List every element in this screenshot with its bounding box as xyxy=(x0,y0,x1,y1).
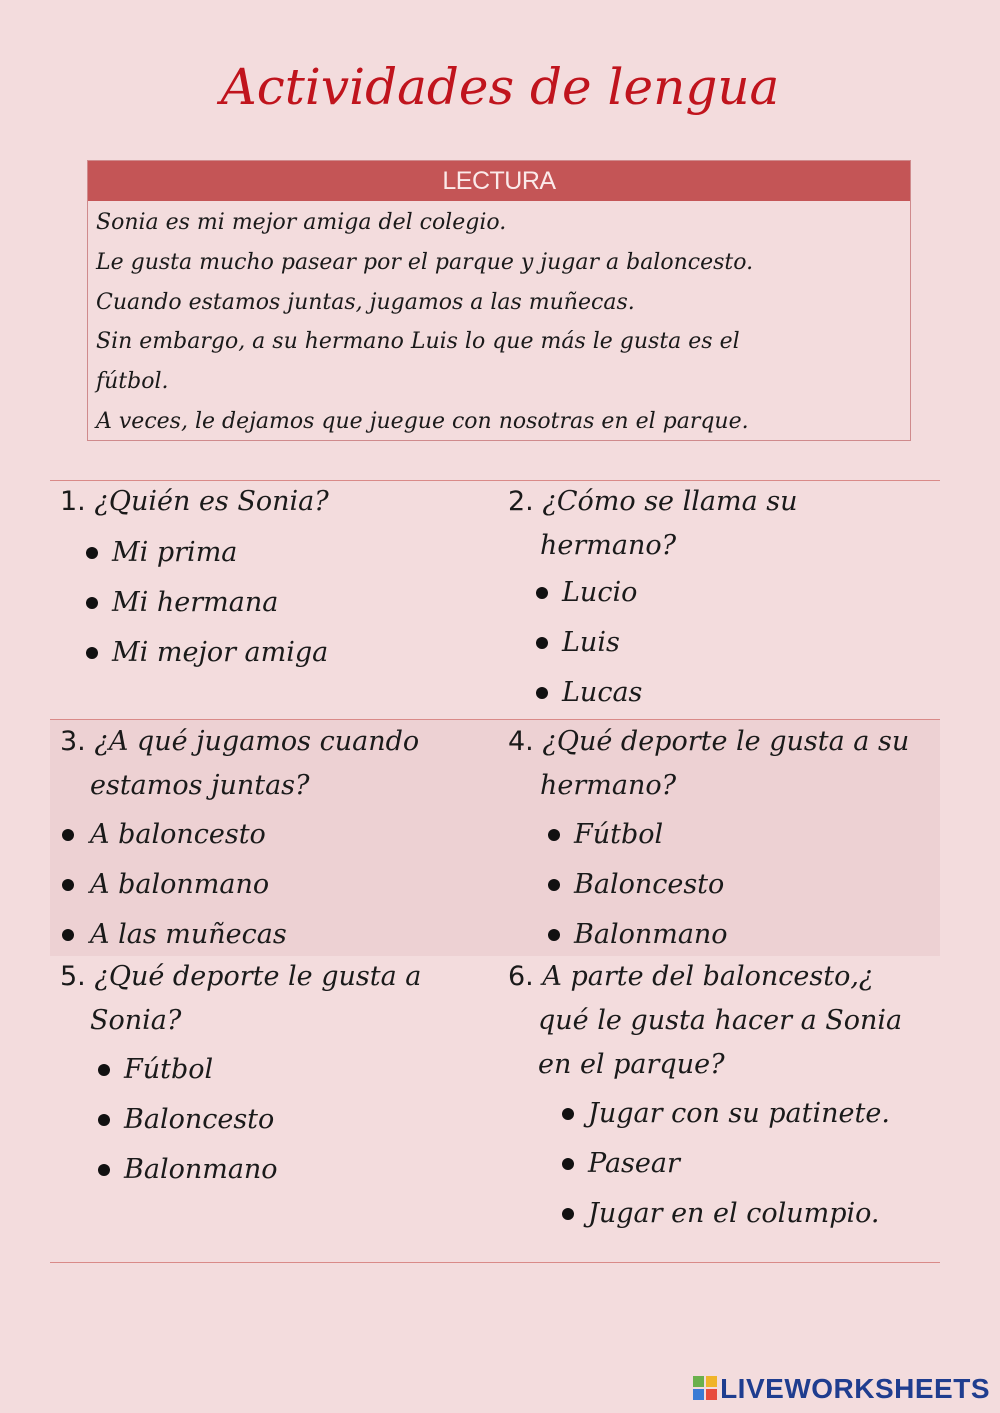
bullet-icon xyxy=(98,1164,110,1176)
question-number: 6. xyxy=(508,961,534,992)
question-line: estamos juntas? xyxy=(90,770,310,801)
question-text xyxy=(60,480,490,524)
reading-heading: LECTURA xyxy=(88,161,910,201)
option-jugar-columpio[interactable] xyxy=(588,1189,938,1239)
option-pasear[interactable] xyxy=(588,1139,938,1189)
question-text xyxy=(508,720,938,764)
option-baloncesto[interactable] xyxy=(574,860,938,910)
reading-line: Sin embargo, a su hermano Luis lo que más le gusta es el xyxy=(96,329,740,355)
option-label: A las muñecas xyxy=(90,919,287,950)
question-number: 3. xyxy=(60,726,86,757)
question-number: 2. xyxy=(508,486,534,517)
bullet-icon xyxy=(562,1108,574,1120)
option-mi-mejor-amiga[interactable] xyxy=(112,628,490,678)
option-mi-hermana[interactable] xyxy=(112,578,490,628)
reading-line: Le gusta mucho pasear por el parque y jugar a baloncesto. xyxy=(96,249,754,275)
question-line: ¿Qué deporte le gusta a su xyxy=(542,726,910,757)
question-text xyxy=(60,955,500,999)
option-label: Mi hermana xyxy=(112,587,279,618)
reading-box xyxy=(87,160,911,441)
option-list xyxy=(124,1045,500,1195)
question-4 xyxy=(508,720,938,960)
question-text xyxy=(60,720,500,764)
question-text xyxy=(508,480,928,524)
option-label: Balonmano xyxy=(574,919,728,950)
page-title: Actividades de lengua xyxy=(220,58,780,116)
question-line: ¿Qué deporte le gusta a xyxy=(94,961,422,992)
bullet-icon xyxy=(86,647,98,659)
question-6 xyxy=(508,955,938,1239)
bullet-icon xyxy=(562,1158,574,1170)
question-5 xyxy=(60,955,500,1195)
reading-text xyxy=(88,201,910,442)
bullet-icon xyxy=(562,1208,574,1220)
option-label: Mi prima xyxy=(112,537,238,568)
option-list xyxy=(112,528,490,678)
bullet-icon xyxy=(62,929,74,941)
bullet-icon xyxy=(62,829,74,841)
question-line: hermano? xyxy=(540,770,677,801)
bullet-icon xyxy=(548,929,560,941)
option-label: Luis xyxy=(562,627,620,658)
question-number: 5. xyxy=(60,961,86,992)
option-a-balonmano[interactable] xyxy=(90,860,500,910)
question-line: ¿Cómo se llama su xyxy=(542,486,798,517)
bullet-icon xyxy=(536,687,548,699)
bullet-icon xyxy=(62,879,74,891)
question-number: 4. xyxy=(508,726,534,757)
option-luis[interactable] xyxy=(562,618,928,668)
question-line: Sonia? xyxy=(90,1005,182,1036)
option-lucio[interactable] xyxy=(562,568,928,618)
option-label: Jugar con su patinete. xyxy=(588,1098,890,1129)
option-a-baloncesto[interactable] xyxy=(90,810,500,860)
option-label: Lucio xyxy=(562,577,638,608)
option-list xyxy=(90,810,500,960)
option-balonmano[interactable] xyxy=(574,910,938,960)
option-label: A balonmano xyxy=(90,869,270,900)
bullet-icon xyxy=(536,587,548,599)
question-line: ¿Quién es Sonia? xyxy=(94,486,329,517)
question-line: en el parque? xyxy=(538,1049,725,1080)
option-baloncesto[interactable] xyxy=(124,1095,500,1145)
question-line: ¿A qué jugamos cuando xyxy=(94,726,420,757)
option-label: Balonmano xyxy=(124,1154,278,1185)
option-futbol[interactable] xyxy=(574,810,938,860)
option-balonmano[interactable] xyxy=(124,1145,500,1195)
option-label: Mi mejor amiga xyxy=(112,637,329,668)
bullet-icon xyxy=(98,1114,110,1126)
question-number: 1. xyxy=(60,486,86,517)
question-1 xyxy=(60,480,490,678)
bullet-icon xyxy=(86,547,98,559)
bullet-icon xyxy=(98,1064,110,1076)
bullet-icon xyxy=(548,879,560,891)
bullet-icon xyxy=(536,637,548,649)
liveworksheets-icon xyxy=(692,1375,718,1401)
option-list xyxy=(574,810,938,960)
liveworksheets-logo xyxy=(692,1373,990,1405)
option-a-las-munecas[interactable] xyxy=(90,910,500,960)
option-label: Lucas xyxy=(562,677,643,708)
option-label: Fútbol xyxy=(574,819,664,850)
question-line: A parte del baloncesto,¿ xyxy=(542,961,874,992)
option-futbol[interactable] xyxy=(124,1045,500,1095)
option-label: Pasear xyxy=(588,1148,680,1179)
option-lucas[interactable] xyxy=(562,668,928,718)
question-3 xyxy=(60,720,500,960)
option-label: A baloncesto xyxy=(90,819,266,850)
option-list xyxy=(588,1089,938,1239)
option-jugar-patinete[interactable] xyxy=(588,1089,938,1139)
option-mi-prima[interactable] xyxy=(112,528,490,578)
option-list xyxy=(562,568,928,718)
divider-line xyxy=(50,1262,940,1263)
question-2 xyxy=(508,480,928,718)
reading-line: A veces, le dejamos que juegue con nosotras en el parque. xyxy=(96,408,749,434)
option-label: Jugar en el columpio. xyxy=(588,1198,880,1229)
option-label: Baloncesto xyxy=(124,1104,275,1135)
reading-line: fútbol. xyxy=(96,369,169,395)
option-label: Baloncesto xyxy=(574,869,725,900)
question-line: qué le gusta hacer a Sonia xyxy=(538,1005,903,1036)
footer-brand: LIVEWORKSHEETS xyxy=(720,1373,990,1404)
bullet-icon xyxy=(548,829,560,841)
question-line: hermano? xyxy=(540,530,677,561)
question-text xyxy=(508,955,938,999)
reading-line: Sonia es mi mejor amiga del colegio. xyxy=(96,210,507,235)
bullet-icon xyxy=(86,597,98,609)
option-label: Fútbol xyxy=(124,1054,214,1085)
reading-line: Cuando estamos juntas, jugamos a las muñecas. xyxy=(96,289,635,315)
